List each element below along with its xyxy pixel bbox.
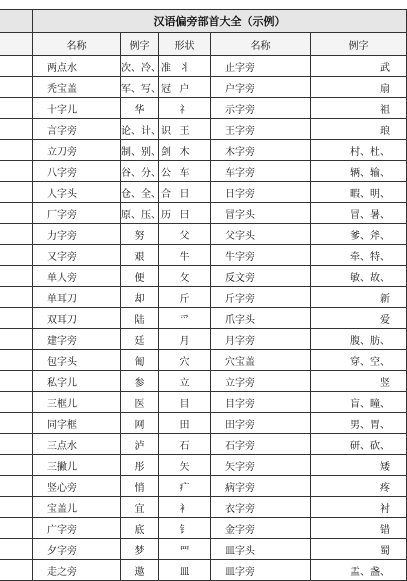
radical-name-cell-2[interactable]: 冒字头 bbox=[211, 203, 311, 224]
header-example[interactable]: 例字 bbox=[121, 33, 159, 56]
row-number-cell[interactable] bbox=[0, 308, 33, 329]
radicals-table bbox=[0, 9, 407, 581]
row-number-cell[interactable] bbox=[0, 455, 33, 476]
row-number-cell[interactable] bbox=[0, 371, 33, 392]
example-chars-cell[interactable]: 陆 bbox=[121, 308, 159, 329]
row-number-cell[interactable] bbox=[0, 56, 33, 77]
radical-name-cell-2[interactable]: 病字旁 bbox=[211, 476, 311, 497]
radical-name-cell-2[interactable]: 反文旁 bbox=[211, 266, 311, 287]
example-chars-cell-2[interactable]: 衬 bbox=[311, 497, 407, 518]
row-number-cell[interactable] bbox=[0, 434, 33, 455]
radical-name-cell-2[interactable]: 示字旁 bbox=[211, 98, 311, 119]
example-chars-cell[interactable]: 却 bbox=[121, 287, 159, 308]
radical-name-cell-2[interactable]: 石字旁 bbox=[211, 434, 311, 455]
row-number-cell[interactable] bbox=[0, 560, 33, 581]
row-number-cell[interactable] bbox=[0, 518, 33, 539]
table-row bbox=[0, 539, 407, 560]
table-row bbox=[0, 560, 407, 581]
example-chars-cell-2[interactable]: 新 bbox=[311, 287, 407, 308]
radical-name-cell-2[interactable]: 金字旁 bbox=[211, 518, 311, 539]
radical-name-cell-2[interactable]: 月字旁 bbox=[211, 329, 311, 350]
example-chars-cell-2[interactable]: 竖 bbox=[311, 371, 407, 392]
example-chars-cell[interactable]: 医 bbox=[121, 392, 159, 413]
shape-cell[interactable]: 牛 bbox=[159, 245, 211, 266]
shape-cell[interactable]: 月 bbox=[159, 329, 211, 350]
shape-cell[interactable]: 目 bbox=[159, 392, 211, 413]
shape-cell[interactable]: 木 bbox=[159, 140, 211, 161]
table-row bbox=[0, 182, 407, 203]
radical-name-cell[interactable]: 厂字旁 bbox=[33, 203, 121, 224]
example-chars-cell[interactable]: 彤 bbox=[121, 455, 159, 476]
shape-cell[interactable]: 爫 bbox=[159, 308, 211, 329]
radical-name-cell-2[interactable]: 矢字旁 bbox=[211, 455, 311, 476]
shape-cell[interactable]: 衤 bbox=[159, 497, 211, 518]
row-number-cell[interactable] bbox=[0, 10, 33, 33]
example-chars-cell[interactable]: 悄 bbox=[121, 476, 159, 497]
table-row bbox=[0, 455, 407, 476]
radical-name-cell-2[interactable]: 爪字头 bbox=[211, 308, 311, 329]
example-chars-cell-2[interactable]: 辆、输、 bbox=[311, 161, 407, 182]
shape-cell[interactable]: 日 bbox=[159, 182, 211, 203]
row-number-cell[interactable] bbox=[0, 539, 33, 560]
example-chars-cell[interactable]: 华 bbox=[121, 98, 159, 119]
table-row bbox=[0, 287, 407, 308]
table-row bbox=[0, 350, 407, 371]
radical-name-cell-2[interactable]: 止字旁 bbox=[211, 56, 311, 77]
example-chars-cell-2[interactable]: 疼 bbox=[311, 476, 407, 497]
shape-cell[interactable]: 王 bbox=[159, 119, 211, 140]
example-chars-cell-2[interactable]: 武 bbox=[311, 56, 407, 77]
radical-name-cell[interactable]: 两点水 bbox=[33, 56, 121, 77]
row-number-cell[interactable] bbox=[0, 329, 33, 350]
row-number-cell[interactable] bbox=[0, 413, 33, 434]
table-row bbox=[0, 476, 407, 497]
example-chars-cell[interactable]: 匍 bbox=[121, 350, 159, 371]
radical-name-cell[interactable]: 走之旁 bbox=[33, 560, 121, 581]
radical-name-cell-2[interactable]: 牛字旁 bbox=[211, 245, 311, 266]
table-row bbox=[0, 518, 407, 539]
radical-name-cell[interactable]: 私字儿 bbox=[33, 371, 121, 392]
example-chars-cell-2[interactable]: 敏、故、 bbox=[311, 266, 407, 287]
shape-cell[interactable]: 田 bbox=[159, 413, 211, 434]
row-number-cell[interactable] bbox=[0, 224, 33, 245]
radical-name-cell-2[interactable]: 王字旁 bbox=[211, 119, 311, 140]
header-shape[interactable]: 形状 bbox=[159, 33, 211, 56]
radical-name-cell[interactable]: 同字框 bbox=[33, 413, 121, 434]
table-row bbox=[0, 434, 407, 455]
example-chars-cell-2[interactable]: 扇 bbox=[311, 77, 407, 98]
row-number-cell[interactable] bbox=[0, 287, 33, 308]
table-row bbox=[0, 245, 407, 266]
table-row bbox=[0, 392, 407, 413]
example-chars-cell-2[interactable]: 研、砍、 bbox=[311, 434, 407, 455]
row-number-cell[interactable] bbox=[0, 77, 33, 98]
radical-name-cell[interactable]: 建字旁 bbox=[33, 329, 121, 350]
shape-cell[interactable]: 丬 bbox=[159, 56, 211, 77]
shape-cell[interactable]: 车 bbox=[159, 161, 211, 182]
example-chars-cell-2[interactable]: 蜀 bbox=[311, 539, 407, 560]
radical-name-cell[interactable]: 力字旁 bbox=[33, 224, 121, 245]
example-chars-cell-2[interactable]: 爱 bbox=[311, 308, 407, 329]
radical-name-cell[interactable]: 八字旁 bbox=[33, 161, 121, 182]
example-chars-cell[interactable]: 廷 bbox=[121, 329, 159, 350]
example-chars-cell[interactable]: 便 bbox=[121, 266, 159, 287]
shape-cell[interactable]: 疒 bbox=[159, 476, 211, 497]
table-title[interactable]: 汉语偏旁部首大全（示例） bbox=[33, 10, 407, 33]
radical-name-cell[interactable]: 三点水 bbox=[33, 434, 121, 455]
row-number-cell[interactable] bbox=[0, 182, 33, 203]
radical-name-cell[interactable]: 夕字旁 bbox=[33, 539, 121, 560]
example-chars-cell-2[interactable]: 爹、斧、 bbox=[311, 224, 407, 245]
table-row bbox=[0, 224, 407, 245]
shape-cell[interactable]: 穴 bbox=[159, 350, 211, 371]
header-example-2[interactable]: 例字 bbox=[311, 33, 407, 56]
table-row bbox=[0, 161, 407, 182]
table-row bbox=[0, 203, 407, 224]
example-chars-cell-2[interactable]: 琅 bbox=[311, 119, 407, 140]
table-row bbox=[0, 329, 407, 350]
example-chars-cell[interactable]: 艰 bbox=[121, 245, 159, 266]
radical-name-cell-2[interactable]: 立字旁 bbox=[211, 371, 311, 392]
example-chars-cell[interactable]: 参 bbox=[121, 371, 159, 392]
radical-name-cell[interactable]: 宝盖儿 bbox=[33, 497, 121, 518]
example-chars-cell[interactable]: 底 bbox=[121, 518, 159, 539]
radical-name-cell-2[interactable]: 皿字头 bbox=[211, 539, 311, 560]
radical-name-cell-2[interactable]: 日字旁 bbox=[211, 182, 311, 203]
header-name[interactable]: 名称 bbox=[33, 33, 121, 56]
table-row bbox=[0, 77, 407, 98]
example-chars-cell[interactable]: 制、别、剑 bbox=[121, 140, 159, 161]
row-number-cell[interactable] bbox=[0, 203, 33, 224]
radical-name-cell[interactable]: 人字头 bbox=[33, 182, 121, 203]
table-row bbox=[0, 266, 407, 287]
radical-name-cell-2[interactable]: 皿字旁 bbox=[211, 560, 311, 581]
example-chars-cell-2[interactable]: 矮 bbox=[311, 455, 407, 476]
example-chars-cell[interactable]: 论、计、识 bbox=[121, 119, 159, 140]
shape-cell[interactable]: 曰 bbox=[159, 203, 211, 224]
shape-cell[interactable]: 立 bbox=[159, 371, 211, 392]
radical-name-cell[interactable]: 单人旁 bbox=[33, 266, 121, 287]
table-row bbox=[0, 371, 407, 392]
example-chars-cell-2[interactable]: 男、胃、 bbox=[311, 413, 407, 434]
radical-name-cell-2[interactable]: 木字旁 bbox=[211, 140, 311, 161]
radical-name-cell-2[interactable]: 户字旁 bbox=[211, 77, 311, 98]
table-row bbox=[0, 140, 407, 161]
row-number-cell[interactable] bbox=[0, 350, 33, 371]
table-row bbox=[0, 119, 407, 140]
example-chars-cell[interactable]: 军、写、冠 bbox=[121, 77, 159, 98]
radical-name-cell[interactable]: 言字旁 bbox=[33, 119, 121, 140]
radical-name-cell-2[interactable]: 父字头 bbox=[211, 224, 311, 245]
shape-cell[interactable]: 礻 bbox=[159, 98, 211, 119]
table-row bbox=[0, 497, 407, 518]
radical-name-cell[interactable]: 包字头 bbox=[33, 350, 121, 371]
shape-cell[interactable]: 钅 bbox=[159, 518, 211, 539]
example-chars-cell-2[interactable]: 腹、肪、 bbox=[311, 329, 407, 350]
example-chars-cell[interactable]: 仓、全、合 bbox=[121, 182, 159, 203]
radical-name-cell-2[interactable]: 斤字旁 bbox=[211, 287, 311, 308]
row-number-cell[interactable] bbox=[0, 497, 33, 518]
shape-cell[interactable]: 斤 bbox=[159, 287, 211, 308]
row-number-cell[interactable] bbox=[0, 140, 33, 161]
radical-name-cell[interactable]: 秃宝盖 bbox=[33, 77, 121, 98]
shape-cell[interactable]: 父 bbox=[159, 224, 211, 245]
shape-cell[interactable]: 石 bbox=[159, 434, 211, 455]
example-chars-cell[interactable]: 原、压、历 bbox=[121, 203, 159, 224]
example-chars-cell[interactable]: 努 bbox=[121, 224, 159, 245]
row-number-cell[interactable] bbox=[0, 119, 33, 140]
row-number-cell[interactable] bbox=[0, 33, 33, 56]
radical-name-cell[interactable]: 三撇儿 bbox=[33, 455, 121, 476]
radical-name-cell[interactable]: 竖心旁 bbox=[33, 476, 121, 497]
example-chars-cell-2[interactable]: 穿、空、 bbox=[311, 350, 407, 371]
radical-name-cell[interactable]: 十字儿 bbox=[33, 98, 121, 119]
radical-name-cell[interactable]: 单耳刀 bbox=[33, 287, 121, 308]
shape-cell[interactable]: 矢 bbox=[159, 455, 211, 476]
shape-cell[interactable]: 罒 bbox=[159, 539, 211, 560]
shape-cell[interactable]: 皿 bbox=[159, 560, 211, 581]
example-chars-cell-2[interactable]: 盲、瞳、 bbox=[311, 392, 407, 413]
row-number-cell[interactable] bbox=[0, 392, 33, 413]
example-chars-cell[interactable]: 泸 bbox=[121, 434, 159, 455]
table-row bbox=[0, 56, 407, 77]
row-number-cell[interactable] bbox=[0, 245, 33, 266]
header-name-2[interactable]: 名称 bbox=[211, 33, 311, 56]
example-chars-cell-2[interactable]: 盂、盏、 bbox=[311, 560, 407, 581]
example-chars-cell[interactable]: 宜 bbox=[121, 497, 159, 518]
table-row bbox=[0, 413, 407, 434]
shape-cell[interactable]: 攵 bbox=[159, 266, 211, 287]
radical-name-cell[interactable]: 立刀旁 bbox=[33, 140, 121, 161]
example-chars-cell-2[interactable]: 暇、明、 bbox=[311, 182, 407, 203]
radical-name-cell[interactable]: 三框儿 bbox=[33, 392, 121, 413]
example-chars-cell[interactable]: 遨 bbox=[121, 560, 159, 581]
shape-cell[interactable]: 户 bbox=[159, 77, 211, 98]
example-chars-cell-2[interactable]: 错 bbox=[311, 518, 407, 539]
radical-name-cell-2[interactable]: 穴宝盖 bbox=[211, 350, 311, 371]
example-chars-cell-2[interactable]: 牵、特、 bbox=[311, 245, 407, 266]
example-chars-cell-2[interactable]: 村、杜、 bbox=[311, 140, 407, 161]
table-row bbox=[0, 308, 407, 329]
example-chars-cell-2[interactable]: 祖 bbox=[311, 98, 407, 119]
radical-name-cell[interactable]: 广字旁 bbox=[33, 518, 121, 539]
row-number-cell[interactable] bbox=[0, 161, 33, 182]
example-chars-cell[interactable]: 次、冷、准 bbox=[121, 56, 159, 77]
radical-name-cell[interactable]: 又字旁 bbox=[33, 245, 121, 266]
radical-name-cell-2[interactable]: 田字旁 bbox=[211, 413, 311, 434]
example-chars-cell-2[interactable]: 冒、暑、 bbox=[311, 203, 407, 224]
example-chars-cell[interactable]: 梦 bbox=[121, 539, 159, 560]
radical-name-cell-2[interactable]: 目字旁 bbox=[211, 392, 311, 413]
row-number-cell[interactable] bbox=[0, 476, 33, 497]
table-row bbox=[0, 98, 407, 119]
radical-name-cell[interactable]: 双耳刀 bbox=[33, 308, 121, 329]
radical-name-cell-2[interactable]: 衣字旁 bbox=[211, 497, 311, 518]
row-number-cell[interactable] bbox=[0, 266, 33, 287]
example-chars-cell[interactable]: 网 bbox=[121, 413, 159, 434]
example-chars-cell[interactable]: 谷、分、公 bbox=[121, 161, 159, 182]
row-number-cell[interactable] bbox=[0, 98, 33, 119]
radical-name-cell-2[interactable]: 车字旁 bbox=[211, 161, 311, 182]
